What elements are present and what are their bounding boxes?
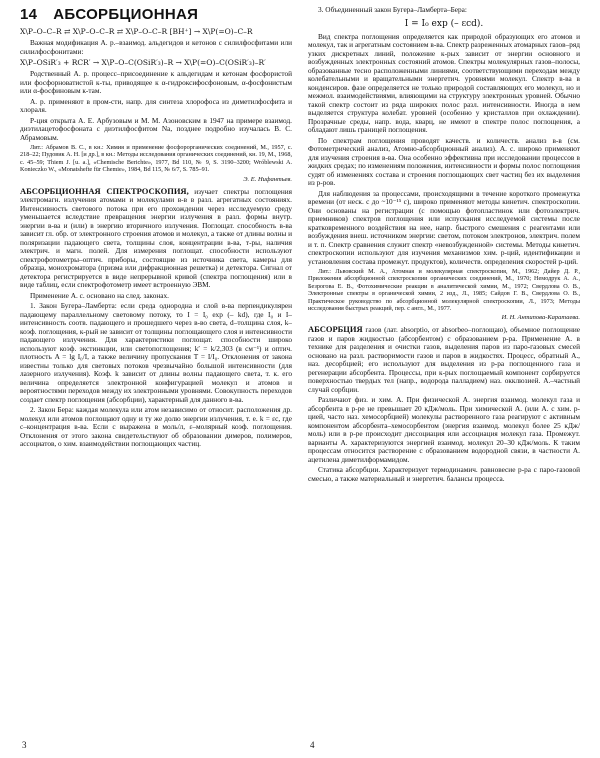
- reaction-scheme-2: X\P–OSiR′₃ + RCR′ → X\P–O–C(OSiR′₃)–R → X\P(=O)–C(OSiR′₃)–R′: [20, 58, 266, 67]
- header-page-number: 14: [20, 6, 38, 23]
- paragraph: Р-ция открыта А. Е. Арбузовым и М. М. Азоновским в 1947 на примере взаимод. диэтилацетофосфоната с диэтилфосфитом Na, позднее подробно изучалась В. С. Абрамовым.: [20, 115, 292, 142]
- paragraph: Статика абсорбции. Характеризует термодинамич. равновесие р-ра с паро-газовой смесью, а также материальный и энергетич. балансы процесса.: [308, 465, 580, 483]
- running-title: АБСОРБЦИОННАЯ: [53, 6, 199, 23]
- right-column: [308, 6, 580, 742]
- article-author: Э. Е. Нифантьев.: [243, 175, 292, 183]
- entry-text: газов (лат. absorptio, от absorbeo–поглощаю), объемное поглощение газов и паров жидкостью (абсорбентом) с образованием р-ра. Применение А. в технике для разделения и очистки газов, выделения паров из паро-газовых смесей основано на разл. растворимости газов и паров в жидкостях. Процесс, обратный А., наз. десорбцией; его используют для выделения из р-ра поглощенного газа и регенерации абсорбента. Процессы, при к-рых поглощаемый компонент сорбируется поверхностью твердых тел (напр., водорода палладием) наз. окклюзией. А.–частный случай сорбции.: [308, 325, 580, 394]
- entry-title: АБСОРБЦИОННАЯ СПЕКТРОСКОПИЯ,: [20, 185, 189, 196]
- entry-text: изучает спектры поглощения электромагн. излучения атомами и молекулами в-в в разл. агрегатных состояниях. Интенсивность светового потока при его прохождении через исследуемую среду уменьшается вследствие превращения энергии излучения в разл. формы внутр. энергии в-ва и (или) в энергию вторичного излучения. Поглощат. способность в-ва зависит гл. обр. от электронного строения атомов и молекул, а также от длины волны и поляризации падающего света, толщины слоя, концентрации в-ва, т-ры, наличия электрич. и магн. полей. Для измерения поглощат. способности используют спектрофотометры–оптич. приборы, состоящие из источника света, камеры для образца, монохроматора (призма или дифракционная решетка) и детектора. Сигнал от детектора регистрируется в виде непрерывной кривой (спектра поглощения) или в виде таблиц, если спектрофотометр имеет встроенную ЭВМ.: [20, 186, 292, 290]
- page-header: [20, 6, 292, 23]
- paragraph: 2. Закон Бера: каждая молекула или атом независимо от относит. расположения др. молекул или атомов поглощают одну и ту же долю энергии излучения, т. е. k = εc, где c–концентрация в-ва. Если с выражена в моль/л, ε–молярный коэф. поглощения. Отклонения от этого закона свидетельствуют об образовании димеров, полимеров, ассоциатов, о хим. взаимодействии поглощающих частиц.: [20, 405, 292, 449]
- entry-paragraph: [20, 187, 292, 290]
- reference-list: Лит.: Абрамов В. С., в кн.: Химия и применение фосфорорганических соединений, М., 1957, с. 218–22; Пудовик А. Н. [и др.], в кн.: Методы исследования органических соединений, кн. 19, М., 1968, с. 45–59; Thiem J. [u. a.], «Chemische Berichte», 1977, Bd 110, № 9, S. 3190–3200; Wróblewski A. Konieczko W., «Monatshefte für Chemie», 1984, Bd 115, № 6/7, S. 785–91.: [20, 144, 292, 174]
- entry-paragraph: [308, 325, 580, 394]
- paragraph: Различают физ. и хим. А. При физической А. энергия взаимод. молекул газа и абсорбента в р-ре не превышает 20 кДж/моль. При химической А. (или А. с хим. р-цией, часто наз. хемосорбцией) молекулы растворенного газа реагируют с активным компонентом абсорбента–хемосорбентом (энергия взаимод. молекул более 25 кДж/моль) или в р-ре происходит диссоциация или ассоциация молекул газа. Промежут. варианты А. характеризуются энергией взаимод. молекул 20–30 кДж/моль. К таким процессам относится растворение с образованием водородной связи, в частности А. ацетилена диметилформамидом.: [308, 395, 580, 464]
- paragraph: 3. Объединенный закон Бугера–Ламберта–Бера:: [318, 6, 467, 14]
- paragraph: А. р. применяют в пром-сти, напр. для синтеза хлорофоса из диметилфосфита и хлораля.: [20, 96, 292, 114]
- references: [308, 268, 580, 312]
- paragraph: По спектрам поглощения проводят качеств. и количеств. анализ в-в (см. Фотометрический анализ, Атомно-абсорбционный анализ). А. с. широко применяют для изучения строения в-ва. Она особенно эффективна при исследовании процессов в жидких средах; по изменениям положения, интенсивности и формы полос поглощения судят об изменениях состава и строения поглощающих свет частиц без их выделения из р-ров.: [308, 135, 580, 187]
- left-column: [20, 6, 292, 742]
- paragraph: 1. Закон Бугера–Ламберта: если среда однородна и слой в-ва перпендикулярен падающему параллельному световому потоку, то I = I₀ exp (– kd), где I₀ и I–интенсивность соотв. падающего и прошедшего через в-во света, d–толщина слоя, k–коэф. поглощения, к-рый не зависит от толщины поглощающего слоя и интенсивности падающего излучения. Для характеристики поглощат. способности широко используют коэф. экстинкции, или светопоглощения; k′ = k/2,303 (в см⁻¹) и оптич. плотность A = lg I₀/I, а также величину пропускания T = I/I₀. Отклонения от закона известны только для световых потоков чрезвычайно большой интенсивности (для лазерного излучения). Коэф. k зависит от длины волны падающего света, т. к. его величина определяется электронной конфигурацией молекул и атомов и вероятностями переходов между их электронными уровнями. Совокупность переходов создает спектр поглощения (абсорбции), характерный для данного в-ва.: [20, 301, 292, 404]
- reaction-scheme-1: X\P–O–C–R ⇄ X\P–O–C–R ⇄ X\P–O–C–R [BH⁺] → X\P(=O)–C–R: [20, 27, 253, 36]
- entry-title: АБСОРБЦИЯ: [308, 324, 363, 335]
- paragraph: Вид спектра поглощения определяется как природой образующих его атомов и молекул, так и агрегатным состоянием в-ва. Спектр разреженных атомарных газов–ряд узких дискретных линий, положение к-рых зависит от энергии основного и возбужденных электронных состояний атомов. Спектры молекулярных газов–полосы, образованные тесно расположенными линиями, соответствующими переходам между колебательными и вращательными энергетич. уровнями молекул. Спектр в-ва в конденсиров. фазе определяется не только природой составляющих его молекул, но и межмол. взаимодействиями, влияющими на структуру электронных уровней. Обычно такой спектр состоит из ряда широких полос разл. интенсивности. Иногда в нем выделяется структура колебат. уровней (особенно у кристаллов при охлаждении). Прозрачные среды, напр. вода, кварц, не имеют в спектре полос поглощения, а обладают лишь границей поглощения.: [308, 31, 580, 134]
- paragraph: Для наблюдения за процессами, происходящими в течение короткого промежутка времени (от неск. с до ~10⁻¹⁵ с), широко применяют методы кинетич. спектроскопии. Они основаны на регистрации (с помощью фотопластинок или фотоэлектрич. приемников) спектров поглощения или испускания исследуемой системы после кратковременного воздействия на нее, напр. быстрого смешения с реагентами или возбуждения внеш. источником энергии: светом, потоком электронов, электрич. полем и т. п. Спектр сравнения служит спектр «невозбужденной» системы. Методы кинетич. спектроскопии используют для изучения механизмов хим. р-ций, идентификации и установления состава промежут. продуктов), количеств. определения скоростей р-ций.: [308, 188, 580, 266]
- left-page-number: 3: [22, 740, 27, 750]
- right-page-number: 4: [310, 740, 315, 750]
- paragraph: Родственный А. р. процесс–присоединение к альдегидам и кетонам фосфористой или фосфорноватистой к-ты, приводящее к α-гидроксифосфоновым, α-фосфонистым или α-фосфиновым к-там.: [20, 69, 292, 95]
- references: [20, 144, 292, 174]
- beer-lambert-formula: I = I₀ exp (– εcd).: [404, 18, 484, 29]
- paragraph: Важная модификация А. р.–взаимод. альдегидов и кетонов с силилфосфитами или силилфосфонитами:: [20, 38, 292, 56]
- reference-list: Лит.: Львовский М. А., Атомная и молекулярная спектроскопия, М., 1962; Дайер Д. Р., Приложения абсорбционной спектроскопии органических соединений, М., 1970; Немодрук А. А., Безрогова Е. В., Фотохимические реакции в аналитической химии, М., 1972; Свердлова О. В., Электронные спектры в органической химии, 2 изд., Л., 1985; Сайдов Г. В., Свердлова О. В., Практическое руководство по абсорбционной молекулярной спектроскопии, Л., 1973; Методы исследования быстрых реакций, пер. с англ., М., 1977.: [308, 268, 580, 313]
- paragraph: Применение А. с. основано на след. законах.: [30, 290, 170, 300]
- article-author: И. Н. Антипова-Каратаева.: [501, 314, 580, 322]
